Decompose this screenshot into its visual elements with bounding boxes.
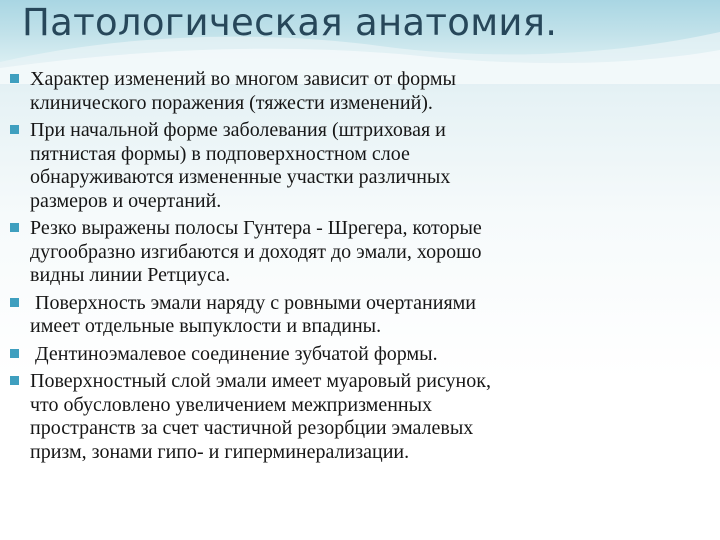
bullet-item [0, 68, 720, 115]
bullet-text-line: При начальной форме заболевания (штриховая и [30, 119, 446, 141]
bullet-item [0, 343, 720, 367]
bullet-text-line: видны линии Ретциуса. [30, 264, 231, 286]
bullet-text-line: обнаруживаются измененные участки различных [30, 166, 451, 188]
bullet-item [0, 370, 720, 464]
square-bullet-icon [10, 125, 19, 134]
square-bullet-icon [10, 376, 19, 385]
bullet-item [0, 292, 720, 339]
square-bullet-icon [10, 349, 19, 358]
square-bullet-icon [10, 298, 19, 307]
bullet-text-line: пятнистая формы) в подповерхностном слое [30, 142, 410, 165]
bullet-list [0, 68, 720, 468]
bullet-text-line: Дентиноэмалевое соединение зубчатой формы. [30, 342, 438, 365]
bullet-text-line: пространств за счет частичной резорбции эмалевых [30, 417, 474, 439]
square-bullet-icon [10, 74, 19, 83]
bullet-text-line: клинического поражения (тяжести изменений). [30, 91, 433, 114]
bullet-text-line: Характер изменений во многом зависит от формы [30, 68, 456, 90]
bullet-text-line: Поверхностный слой эмали имеет муаровый рисунок, [30, 370, 491, 392]
bullet-text-line: дугообразно изгибаются и доходят до эмали, хорошо [30, 240, 482, 263]
slide-title: Патологическая анатомия. [22, 1, 558, 44]
bullet-text-line: имеет отдельные выпуклости и впадины. [30, 315, 382, 337]
bullet-text-line: призм, зонами гипо- и гиперминерализации. [30, 440, 410, 463]
bullet-text-line: размеров и очертаний. [30, 189, 222, 212]
square-bullet-icon [10, 223, 19, 232]
bullet-text-line: Поверхность эмали наряду с ровными очертаниями [30, 291, 477, 314]
bullet-text-line: Резко выражены полосы Гунтера - Шрегера, которые [30, 217, 482, 239]
bullet-item [0, 217, 720, 288]
bullet-item [0, 119, 720, 213]
bullet-text-line: что обусловлено увеличением межпризменных [30, 393, 433, 416]
